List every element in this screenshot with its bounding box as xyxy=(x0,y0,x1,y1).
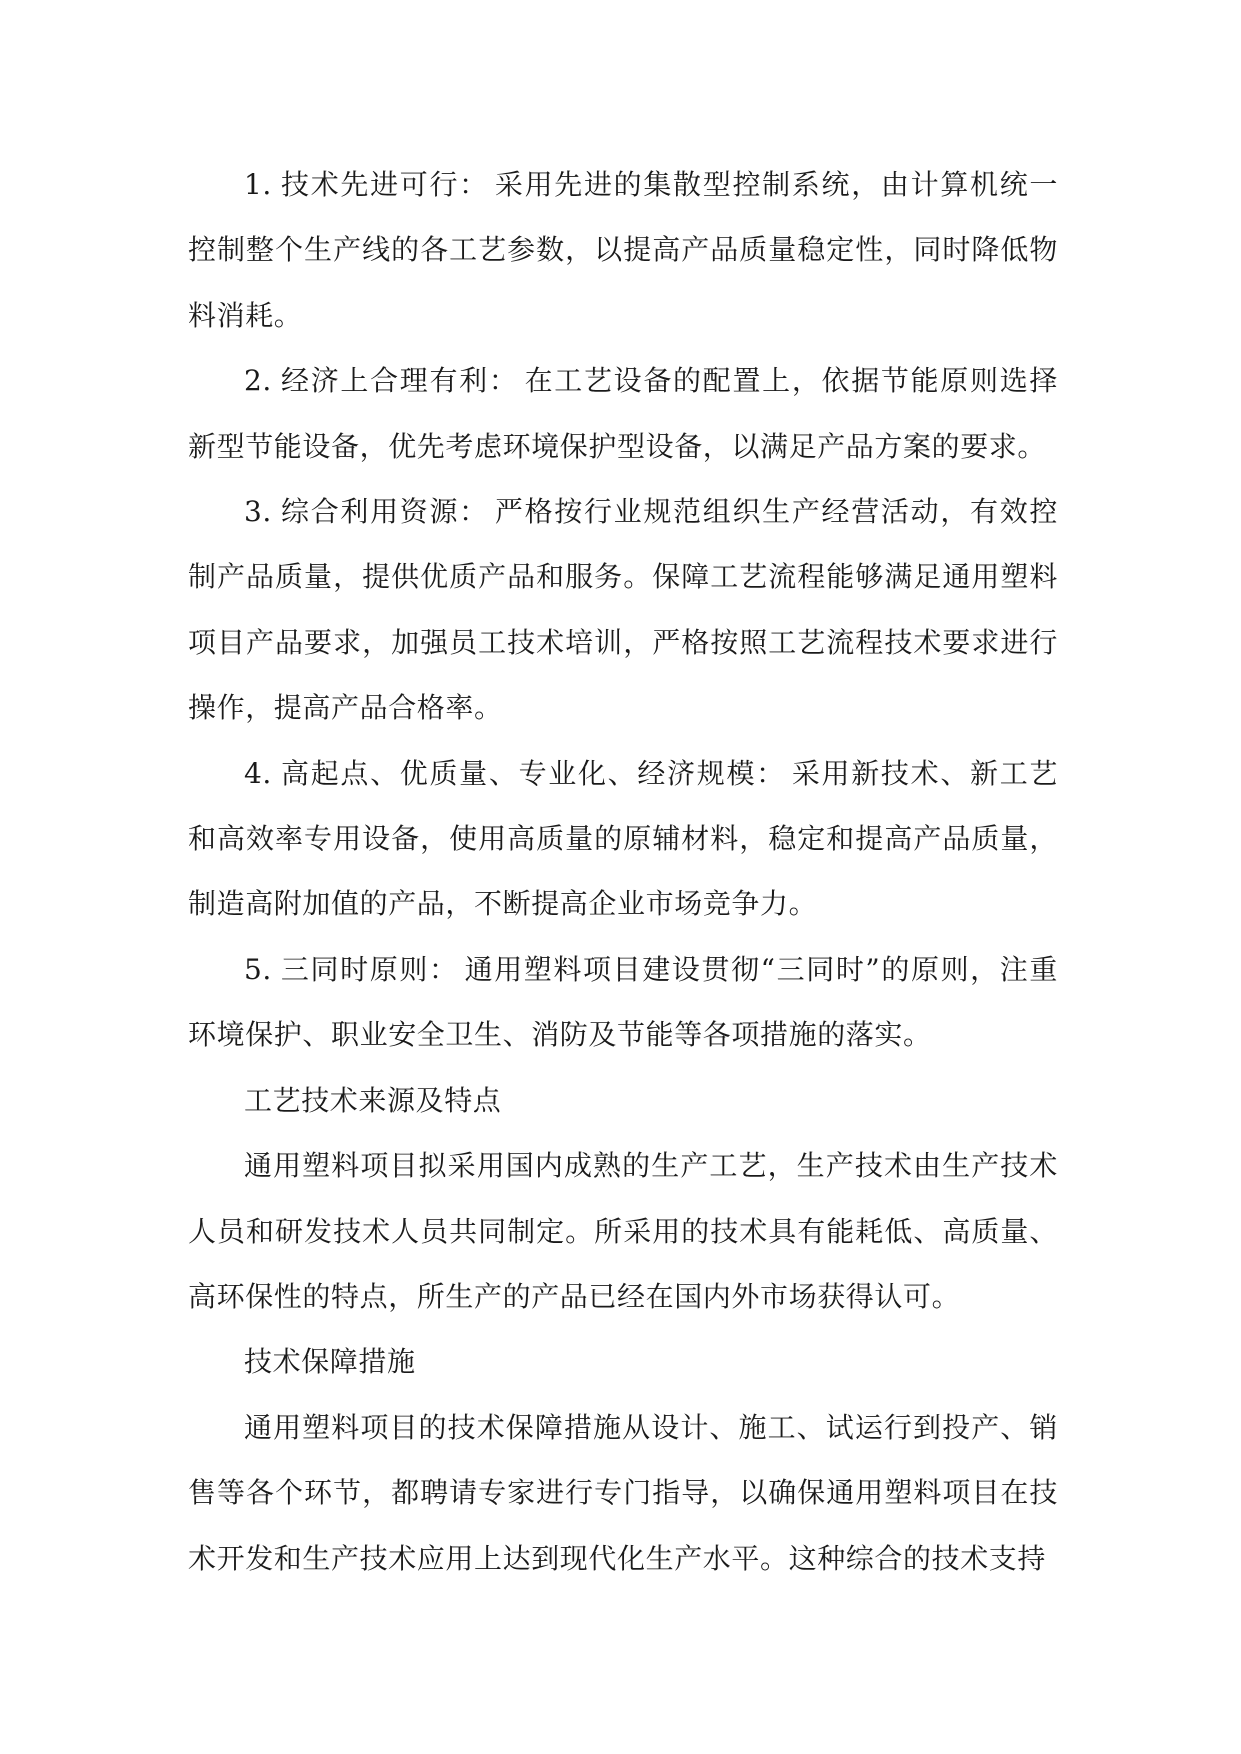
item-lead: 综合利用资源： xyxy=(279,495,489,529)
item-lead: 三同时原则： xyxy=(279,952,459,986)
item-body: 通用塑料项目建设贯彻“三同时”的原则，注重环境保护、职业安全卫生、消防及节能等各项措施的落实。 xyxy=(188,952,1058,1052)
item-body: 采用新技术、新工艺和高效率专用设备，使用高质量的原辅材料，稳定和提高产品质量，制造高附加值的产品，不断提高企业市场竞争力。 xyxy=(188,756,1059,921)
item-number: 5. xyxy=(244,952,272,986)
item-body: 在工艺设备的配置上，依据节能原则选择新型节能设备，优先考虑环境保护型设备，以满足产品方案的要求。 xyxy=(188,364,1058,463)
list-item-4 xyxy=(188,741,1058,937)
list-item-2 xyxy=(188,348,1058,479)
item-number: 4. xyxy=(244,756,272,790)
list-item-1 xyxy=(188,152,1058,348)
item-body: 严格按行业规范组织生产经营活动，有效控制产品质量，提供优质产品和服务。保障工艺流程能够满足通用塑料项目产品要求，加强员工技术培训，严格按照工艺流程技术要求进行操作，提高产品合格率。 xyxy=(188,495,1059,725)
paragraph-tech-source: 通用塑料项目拟采用国内成熟的生产工艺，生产技术由生产技术人员和研发技术人员共同制定。所采用的技术具有能耗低、高质量、高环保性的特点，所生产的产品已经在国内外市场获得认可。 xyxy=(188,1149,1058,1313)
item-lead: 经济上合理有利： xyxy=(279,364,519,398)
paragraph-tech-guarantee: 通用塑料项目的技术保障措施从设计、施工、试运行到投产、销售等各个环节，都聘请专家进行专门指导，以确保通用塑料项目在技术开发和生产技术应用上达到现代化生产水平。这种综合的技术支持 xyxy=(188,1410,1058,1575)
item-lead: 高起点、优质量、专业化、经济规模： xyxy=(279,756,786,790)
item-body: 采用先进的集散型控制系统，由计算机统一控制整个生产线的各工艺参数，以提高产品质量稳定性，同时降低物料消耗。 xyxy=(188,168,1059,332)
section-heading-tech-source: 工艺技术来源及特点 xyxy=(244,1083,502,1117)
item-number: 1. xyxy=(244,168,272,201)
item-lead: 技术先进可行： xyxy=(279,168,489,201)
list-item-3 xyxy=(188,479,1058,741)
list-item-5 xyxy=(188,937,1058,1068)
document-body xyxy=(188,152,1058,1591)
section-heading-tech-guarantee: 技术保障措施 xyxy=(244,1345,416,1379)
item-number: 2. xyxy=(244,364,272,398)
item-number: 3. xyxy=(244,495,272,529)
